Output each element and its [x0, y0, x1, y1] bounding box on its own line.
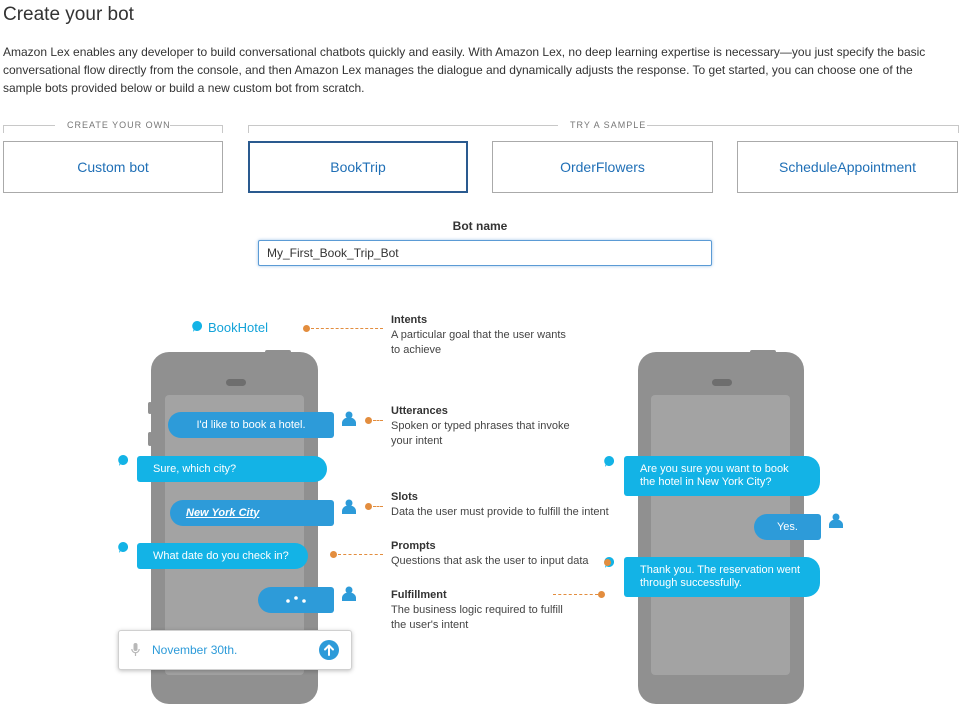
phone-speaker [712, 379, 732, 386]
user-message [754, 514, 821, 540]
connector-line [373, 506, 383, 507]
utterances-title: Utterances [391, 405, 448, 417]
bot-name-input[interactable] [258, 240, 712, 266]
connector-dot [330, 551, 337, 558]
microphone-icon[interactable] [131, 643, 140, 657]
message-text: Yes. [776, 520, 798, 533]
prompts-title: Prompts [391, 540, 436, 552]
intro-text: Amazon Lex enables any developer to build conversational chatbots quickly and easily. With Amazon Lex, no deep learning expertise is necessary—you just specify the basic conversational flow directly from the console, and then Amazon Lex manages the dialogue and dynamically adjusts the response. To get started, you can choose one of the sample bots provided below or build a new custom bot from scratch. [3, 45, 926, 95]
connector-line [311, 328, 383, 329]
group-bracket-left [3, 125, 4, 133]
intents-title: Intents [391, 314, 428, 326]
chat-input-text: November 30th. [152, 643, 238, 657]
connector-dot [598, 591, 605, 598]
tile-label: ScheduleAppointment [779, 159, 916, 175]
page-title: Create your bot [3, 4, 134, 25]
phone-speaker [226, 379, 246, 386]
connector-dot [604, 559, 611, 566]
chat-bubble-icon [192, 321, 202, 332]
user-icon [342, 499, 356, 514]
group-label-create-own: CREATE YOUR OWN [67, 120, 171, 130]
slots-title: Slots [391, 491, 418, 503]
chat-input-bar[interactable] [118, 630, 352, 670]
group-bracket-right [958, 125, 959, 133]
chat-bubble-icon [604, 456, 614, 467]
message-text: Sure, which city? [153, 462, 237, 475]
message-text: Are you sure you want to book the hotel in New York City? [640, 463, 789, 488]
group-line [170, 125, 222, 126]
user-typing-bubble [258, 587, 334, 613]
intent-name: BookHotel [208, 320, 268, 335]
user-icon [342, 586, 356, 601]
phone-side-button [148, 432, 152, 446]
bot-name-label: Bot name [452, 219, 508, 233]
message-text: What date do you check in? [153, 549, 289, 562]
send-arrow-icon[interactable] [319, 640, 339, 660]
connector-dot [365, 503, 372, 510]
tile-label: OrderFlowers [560, 159, 645, 175]
user-icon [829, 513, 843, 528]
chat-bubble-icon [118, 542, 128, 553]
tile-label: BookTrip [330, 159, 386, 175]
group-line [3, 125, 55, 126]
intents-desc: A particular goal that the user wants to achieve [391, 329, 566, 356]
phone-side-button [148, 402, 152, 414]
utterances-desc: Spoken or typed phrases that invoke your intent [391, 420, 570, 447]
group-bracket-right [222, 125, 223, 133]
group-line [647, 125, 958, 126]
typing-dots-icon [284, 595, 308, 605]
prompts-desc: Questions that ask the user to input data [391, 555, 589, 567]
group-line [248, 125, 558, 126]
chat-bubble-icon [118, 455, 128, 466]
slot-value: New York City [186, 506, 260, 519]
bot-message [624, 456, 820, 496]
connector-line [553, 594, 598, 595]
user-message [170, 500, 334, 526]
connector-line [373, 420, 383, 421]
booktrip-tile[interactable] [248, 141, 468, 193]
group-bracket-left [248, 125, 249, 133]
group-label-try-sample: TRY A SAMPLE [570, 120, 647, 130]
bot-message [624, 557, 820, 597]
user-icon [342, 411, 356, 426]
user-message [168, 412, 334, 438]
bot-message [137, 543, 308, 569]
connector-line [338, 554, 383, 555]
orderflowers-tile[interactable] [492, 141, 713, 193]
scheduleappointment-tile[interactable] [737, 141, 958, 193]
connector-dot [365, 417, 372, 424]
bot-message [137, 456, 327, 482]
fulfillment-title: Fulfillment [391, 589, 447, 601]
tile-label: Custom bot [77, 159, 149, 175]
custom-bot-tile[interactable] [3, 141, 223, 193]
fulfillment-desc: The business logic required to fulfill the user's intent [391, 604, 563, 631]
slots-desc: Data the user must provide to fulfill the intent [391, 506, 609, 518]
connector-dot [303, 325, 310, 332]
message-text: I'd like to book a hotel. [196, 418, 306, 431]
message-text: Thank you. The reservation went through successfully. [640, 564, 800, 589]
